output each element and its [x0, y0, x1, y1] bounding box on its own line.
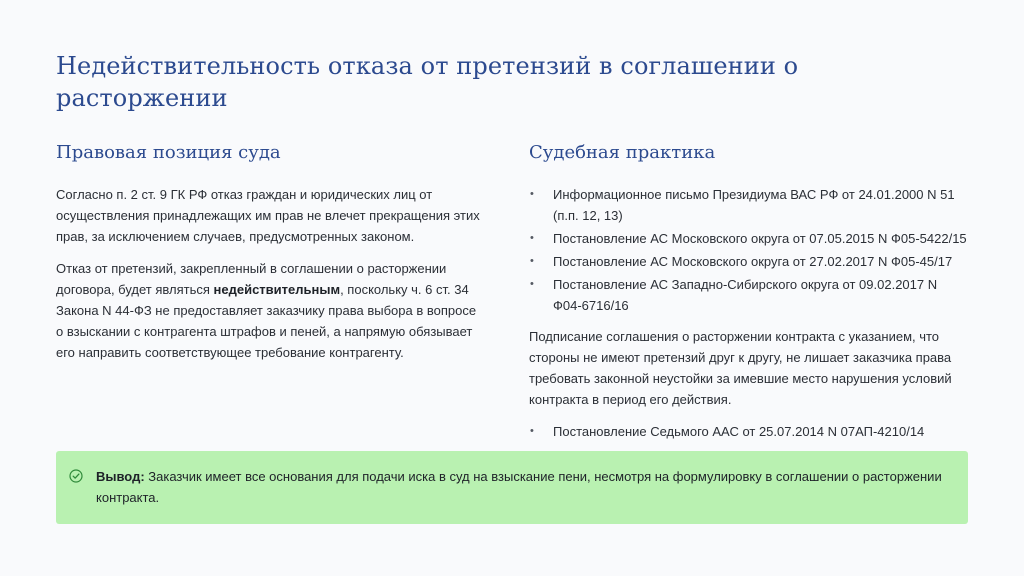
paragraph-text: , поскольку ч. 6 ст. 34 Закона N 44-ФЗ не предоставляет заказчику права выбора в вопросе о взыскании с контрагента штрафов и пеней, а напрямую обязывает его направить соответствующее требование контрагенту.: [56, 282, 477, 360]
bullet-icon: •: [530, 232, 534, 244]
list-item: [529, 421, 969, 442]
legal-position-column: [56, 140, 486, 374]
list-item-text: Постановление Седьмого ААС от 25.07.2014 N 07АП-4210/14: [553, 424, 925, 439]
court-practice-paragraph: Подписание соглашения о расторжении контракта с указанием, что стороны не имеют претензий друг к другу, не лишает заказчика права требовать законной неустойки за имевшие место нарушения условий контракта в период его действия.: [529, 329, 952, 407]
conclusion-callout: [56, 451, 968, 524]
list-item-text: Постановление АС Западно-Сибирского округа от 09.02.2017 N Ф04-6716/16: [553, 277, 938, 313]
bullet-icon: •: [530, 188, 534, 200]
legal-position-paragraph-2: [56, 258, 486, 363]
conclusion-body: Заказчик имеет все основания для подачи иска в суд на взыскание пени, несмотря на формулировку в соглашении о расторжении контракта.: [96, 469, 942, 505]
list-item: [529, 251, 969, 272]
list-item: [529, 274, 969, 316]
list-item-text: Информационное письмо Президиума ВАС РФ от 24.01.2000 N 51 (п.п. 12, 13): [553, 187, 955, 223]
bullet-icon: •: [530, 255, 534, 267]
legal-position-heading: Правовая позиция суда: [56, 142, 281, 163]
court-practice-list-1: [529, 184, 969, 316]
check-circle-icon: [69, 469, 83, 483]
emphasis-invalid: недействительным: [213, 282, 341, 297]
list-item-text: Постановление АС Московского округа от 27.02.2017 N Ф05-45/17: [553, 254, 953, 269]
page-title: Недействительность отказа от претензий в соглашении о расторжении: [56, 52, 799, 112]
conclusion-text: [96, 466, 948, 508]
legal-position-paragraph-1: Согласно п. 2 ст. 9 ГК РФ отказ граждан и юридических лиц от осуществления принадлежащих им прав не влечет прекращения этих прав, за исключением случаев, предусмотренных законом.: [56, 187, 480, 244]
list-item: [529, 228, 969, 249]
paragraph-text: Отказ от претензий, закрепленный в соглашении о расторжении договора, будет являться: [56, 261, 447, 297]
court-practice-column: [529, 140, 969, 452]
court-practice-heading: Судебная практика: [529, 142, 716, 163]
list-item: [529, 184, 969, 226]
conclusion-label: Вывод:: [96, 469, 145, 484]
court-practice-list-2: [529, 421, 969, 442]
bullet-icon: •: [530, 425, 534, 437]
list-item-text: Постановление АС Московского округа от 07.05.2015 N Ф05-5422/15: [553, 231, 967, 246]
bullet-icon: •: [530, 278, 534, 290]
